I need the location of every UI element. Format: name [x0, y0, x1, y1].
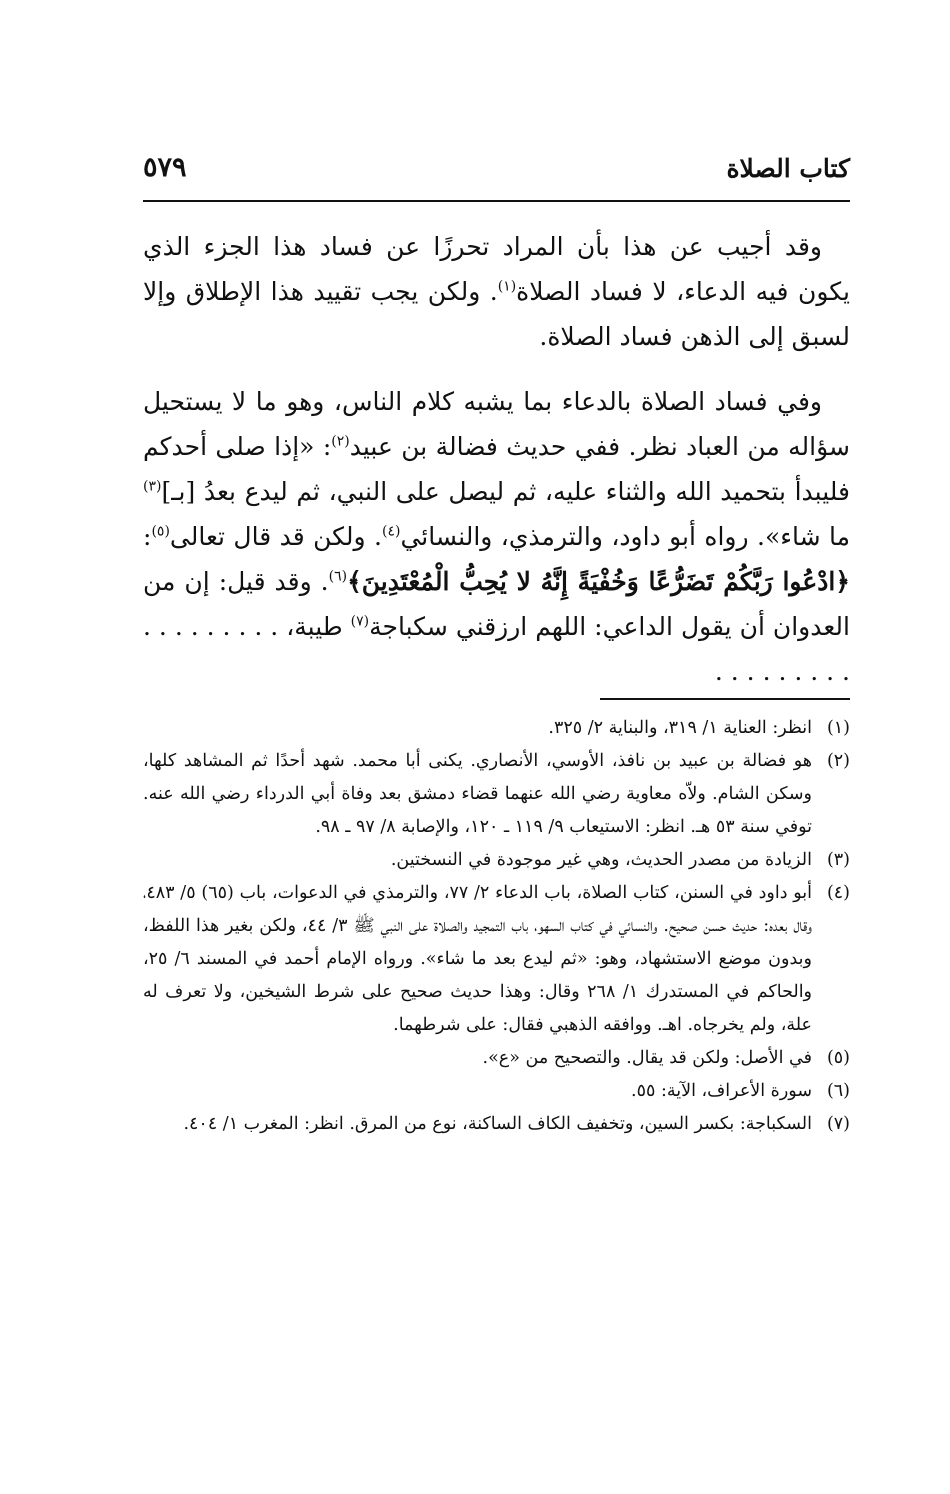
footnote-ref-2[interactable]: (٢): [331, 433, 350, 450]
paragraph-2: [143, 379, 850, 694]
text-run: وفي فساد الصلاة بالدعاء بما يشبه كلام الناس، وهو ما لا يستحيل سؤاله من العباد نظر. ففي حديث فضالة بن عبيد: [143, 387, 850, 461]
footnote-ref-1[interactable]: (١): [497, 278, 517, 295]
footnote: [143, 712, 850, 745]
text-run: طيبة،: [286, 612, 351, 641]
footnote: [143, 877, 850, 1042]
footnote-separator: [600, 698, 850, 700]
main-text: [143, 224, 850, 694]
text-run: . ولكن يجب تقييد هذا الإطلاق وإلا لسبق إلى الذهن فساد الصلاة.: [143, 277, 850, 351]
footnote-ref-3[interactable]: (٣): [143, 478, 162, 495]
footnote-number: (٢): [826, 751, 850, 771]
footnote-ref-7[interactable]: (٧): [350, 613, 370, 630]
footnote-number: (٦): [826, 1081, 850, 1101]
footnote-number: (٥): [826, 1048, 850, 1068]
running-title: كتاب الصلاة: [726, 154, 850, 183]
footnote-ref-6[interactable]: (٦): [328, 568, 348, 585]
footnote-text: الزيادة من مصدر الحديث، وهي غير موجودة في النسختين.: [390, 850, 812, 870]
page-number: ٥٧٩: [143, 152, 187, 183]
text-run: ما شاء». رواه أبو داود، والترمذي، والنسائي: [400, 522, 850, 551]
footnote-text: السكباجة: بكسر السين، وتخفيف الكاف الساكنة، نوع من المرق. انظر: المغرب ١/ ٤٠٤.: [183, 1114, 812, 1134]
text-run: :: [143, 522, 152, 551]
footnote-ref-5[interactable]: (٥): [151, 523, 170, 540]
footnote-text: أبو داود في السنن، كتاب الصلاة، باب الدعاء ٢/ ٧٧، والترمذي في الدعوات، باب (٦٥) ٥/ ٤٨٣، وقال بعده: حديث حسن صحيح. والنسائي في كتاب السهو، باب التمجيد والصلاة على النبي ﷺ ٣/ ٤٤، ولكن بغير هذا اللفظ، وبدون موضع الاستشهاد، وهو: «ثم ليدع بعد ما شاء». ورواه الإمام أحمد في المسند ٦/ ٢٥، والحاكم في المستدرك ١/ ٢٦٨ وقال: وهذا حديث صحيح على شرط الشيخين، ولا تعرف له علة، ولم يخرجاه. اهـ. ووافقه الذهبي فقال: على شرطهما.: [143, 883, 813, 1035]
text-run: . وقد قيل: إن من العدوان أن يقول الداعي: اللهم ارزقني سكباجة: [143, 567, 850, 641]
text-run: : «إذا صلى أحدكم فليبدأ بتحميد الله والثناء عليه، ثم ليصل على النبي، ثم ليدع بعدُ [بـ]: [143, 432, 850, 506]
footnote: [143, 1042, 850, 1075]
footnote: [143, 745, 850, 844]
text-run: وقد أجيب عن هذا بأن المراد تحرزًا عن فساد هذا الجزء الذي يكون فيه الدعاء، لا فساد الصلاة: [143, 232, 850, 306]
footnote-ref-4[interactable]: (٤): [382, 523, 401, 540]
footnote-number: (٣): [826, 850, 850, 870]
footnote: [143, 1108, 850, 1141]
footnote-text: في الأصل: ولكن قد يقال. والتصحيح من «ع».: [482, 1048, 812, 1068]
footnotes: [143, 712, 850, 1141]
footnote-number: (١): [826, 718, 850, 738]
quran-verse: ﴿ادْعُوا رَبَّكُمْ تَضَرُّعًا وَخُفْيَةً إِنَّهُ لا يُحِبُّ الْمُعْتَدِينَ﴾: [347, 567, 850, 596]
footnote: [143, 844, 850, 877]
footnote-text: انظر: العناية ١/ ٣١٩، والبناية ٢/ ٣٢٥.: [548, 718, 812, 738]
footnote: [143, 1075, 850, 1108]
footnote-text: هو فضالة بن عبيد بن نافذ، الأوسي، الأنصاري. يكنى أبا محمد. شهد أحدًا ثم المشاهد كلها، وسكن الشام. ولاّه معاوية رضي الله عنهما قضاء دمشق بعد وفاة أبي الدرداء رضي الله عنه. توفي سنة ٥٣ هـ. انظر: الاستيعاب ٩/ ١١٩ ـ ١٢٠، والإصابة ٨/ ٩٧ ـ ٩٨.: [143, 751, 812, 837]
footnote-text: سورة الأعراف، الآية: ٥٥.: [631, 1081, 812, 1101]
page-header: [143, 148, 850, 202]
footnote-number: (٧): [826, 1114, 850, 1134]
continuation-dots: . . . . . . . . . . . . . . . . . .: [143, 612, 850, 686]
footnote-number: (٤): [826, 883, 850, 903]
paragraph-1: [143, 224, 850, 359]
text-run: . ولكن قد قال تعالى: [169, 522, 382, 551]
